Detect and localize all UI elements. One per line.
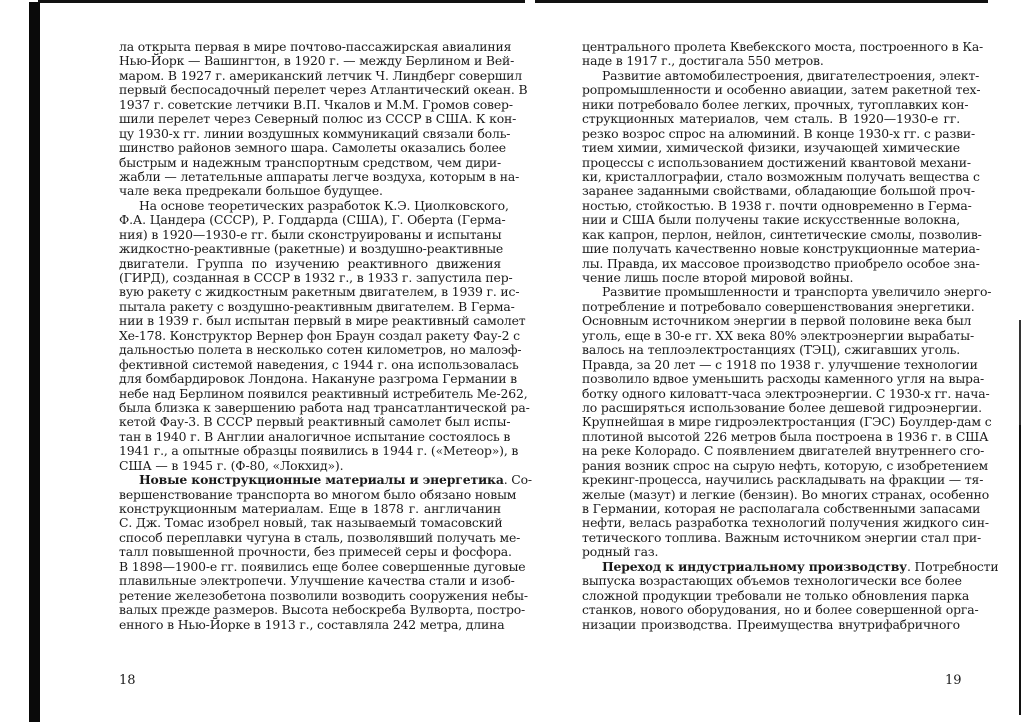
text-line: валых прежде размеров. Высота небоскреба Вулворта, постро-: [119, 602, 526, 618]
text-line: Нью-Йорк — Вашингтон, в 1920 г. — между Берлином и Вей-: [119, 53, 515, 69]
text-line: 1937 г. советские летчики В.П. Чкалов и М.М. Громов совер-: [119, 96, 513, 112]
text-line: позволило вдвое уменьшить расходы каменного угля на выра-: [582, 371, 985, 387]
text-line: (ГИРД), созданная в СССР в 1932 г., в 1933 г. запустила пер-: [119, 270, 513, 285]
text-line: енного в Нью-Йорке в 1913 г., составляла 242 метра, длина: [119, 616, 505, 632]
text-line: ропромышленности и особенно авиации, затем ракетной тех-: [582, 82, 981, 98]
text-line: выпуска возрастающих объемов технологически все более: [582, 573, 962, 589]
text-line: ло расширяться использование более дешевой гидроэнергии.: [582, 399, 982, 415]
right-page-text: [582, 39, 999, 632]
text-line: струкционных материалов, чем сталь. В 1920—1930-е гг.: [582, 111, 960, 127]
text-line: Крупнейшая в мире гидроэлектростанция (ГЭС) Боулдер-дам с: [582, 414, 992, 430]
text-line: дальностью полета в несколько сотен километров, но малоэф-: [119, 342, 522, 358]
text-line: шили перелет через Северный полюс из СССР в США. К кон-: [119, 111, 517, 127]
scan-border-gap: [525, 0, 535, 3]
text-line: двигатели. Группа по изучению реактивного движения: [119, 255, 501, 271]
text-line: родный газ.: [582, 544, 659, 560]
text-line: вершенствование транспорта во многом было обязано новым: [119, 486, 517, 502]
text-line: цу 1930-х гг. линии воздушных коммуникаций связали боль-: [119, 125, 511, 141]
text-line: талл повышенной прочности, без примесей серы и фосфора.: [119, 544, 512, 560]
text-line: Хе-178. Конструктор Вернер фон Браун создал ракету Фау-2 с: [119, 327, 520, 343]
text-line: была близка к завершению работа над трансатлантической ра-: [119, 399, 530, 415]
text-line: 1941 г., а опытные образцы появились в 1944 г. («Метеор»), в: [119, 443, 519, 459]
text-line: нефти, велась разработка технологий получения жидкого син-: [582, 515, 989, 531]
text-line: низации производства. Преимущества внутрифабричного: [582, 616, 960, 632]
text-line: фективной системой наведения, с 1944 г. она использовалась: [119, 356, 519, 372]
text-line: В 1898—1900-е гг. появились еще более совершенные дуговые: [119, 558, 526, 574]
text-line: тан в 1940 г. В Англии аналогичное испытание состоялось в: [119, 428, 511, 444]
text-line: процессы с использованием достижений квантовой механи-: [582, 154, 971, 170]
text-line: рания возник спрос на сырую нефть, которую, с изобретением: [582, 457, 989, 473]
section-heading-line: Переход к индустриальному производству. Потребности: [602, 558, 999, 574]
text-line: наде в 1917 г., достигала 550 метров.: [582, 53, 824, 69]
text-line: сложной продукции требовали не только обновления парка: [582, 587, 970, 603]
text-line: вую ракету с жидкостным ракетным двигателем, в 1939 г. ис-: [119, 284, 520, 300]
text-line: первый беспосадочный перелет через Атлантический океан. В: [119, 82, 528, 98]
text-line: Ф.А. Цандера (СССР), Р. Годдарда (США), Г. Оберта (Герма-: [119, 212, 506, 228]
section-heading-line: Новые конструкционные материалы и энергетика. Со-: [139, 472, 532, 488]
text-line: кетой Фау-3. В СССР первый реактивный самолет был испы-: [119, 414, 511, 430]
text-line: валось на теплоэлектростанциях (ТЭЦ), сжигавших уголь.: [582, 342, 960, 358]
text-line: нии в 1939 г. был испытан первый в мире реактивный самолет: [119, 313, 526, 329]
text-line: жидкостно-реактивные (ракетные) и воздушно-реактивные: [119, 241, 504, 257]
text-line: на реке Колорадо. С появлением двигателей внутреннего сго-: [582, 443, 985, 459]
left-page-text: [119, 39, 532, 632]
page-number-left: 18: [119, 673, 136, 688]
scan-border-right-dark: [1019, 425, 1021, 715]
text-line: конструкционным материалам. Еще в 1878 г. англичанин: [119, 501, 501, 516]
text-line: плотиной высотой 226 метров была построена в 1936 г. в США: [582, 428, 989, 444]
text-line: ботку одного киловатт-часа электроэнергии. С 1930-х гг. нача-: [582, 385, 990, 401]
text-line: как капрон, перлон, нейлон, синтетические смолы, позволив-: [582, 226, 982, 242]
text-line: ники потребовало более легких, прочных, тугоплавких кон-: [582, 96, 969, 112]
text-line: тетического топлива. Важным источником энергии стал при-: [582, 529, 982, 545]
text-line: ки, кристаллографии, стало возможным получать вещества с: [582, 168, 980, 184]
page-number-right: 19: [945, 673, 962, 688]
text-line: в Германии, которая не располагала собственными запасами: [582, 501, 981, 516]
text-line: ла открыта первая в мире почтово-пассажирская авиалиния: [119, 39, 512, 54]
text-line: тием химии, химической физики, изучающей химические: [582, 140, 960, 156]
text-line: США — в 1945 г. (Ф-80, «Локхид»).: [119, 457, 344, 473]
text-line: Правда, за 20 лет — с 1918 по 1938 г. улучшение технологии: [582, 356, 978, 372]
text-line: С. Дж. Томас изобрел новый, так называемый томасовский: [119, 515, 503, 531]
text-line: ретение железобетона позволили возводить сооружения небы-: [119, 587, 528, 603]
text-line: ния) в 1920—1930-е гг. были сконструированы и испытаны: [119, 226, 502, 242]
text-line: чале века предрекали большое будущее.: [119, 183, 383, 199]
text-line: резко возрос спрос на алюминий. В конце 1930-х гг. с разви-: [582, 125, 976, 141]
text-line: Развитие автомобилестроения, двигателестроения, элект-: [602, 67, 980, 83]
text-line: заранее заданными свойствами, обладающие большой проч-: [582, 183, 975, 199]
text-line: шинство районов земного шара. Самолеты оказались более: [119, 140, 506, 156]
text-line: маром. В 1927 г. американский летчик Ч. Линдберг совершил: [119, 67, 522, 83]
text-line: Развитие промышленности и транспорта увеличило энерго-: [602, 284, 992, 300]
text-line: центрального пролета Квебекского моста, построенного в Ка-: [582, 39, 984, 54]
text-line: желые (мазут) и легкие (бензин). Во многих странах, особенно: [582, 486, 990, 502]
text-line: Основным источником энергии в первой половине века был: [582, 313, 972, 329]
text-line: На основе теоретических разработок К.Э. Циолковского,: [139, 197, 509, 213]
section-heading: Переход к индустриальному производству: [602, 558, 907, 574]
text-line: шие получать качественно новые конструкционные материа-: [582, 241, 980, 257]
text-line: крекинг-процесса, научились раскладывать на фракции — тя-: [582, 472, 984, 488]
text-line: потребление и потребовало совершенствования энергетики.: [582, 298, 975, 314]
section-heading: Новые конструкционные материалы и энергетика: [139, 472, 504, 488]
scan-border-top: [38, 0, 988, 3]
text-line: чение лишь после второй мировой войны.: [582, 270, 854, 285]
scan-border-left: [29, 2, 40, 722]
text-line: небе над Берлином появился реактивный истребитель Ме-262,: [119, 385, 528, 401]
text-line: уголь, еще в 30-е гг. XX века 80% электроэнергии вырабаты-: [582, 327, 975, 343]
text-line: быстрым и надежным транспортным средством, чем дири-: [119, 154, 501, 170]
text-line: нии и США были получены такие искусственные волокна,: [582, 212, 960, 228]
text-line: для бомбардировок Лондона. Накануне разгрома Германии в: [119, 371, 517, 387]
text-line: пытала ракету с воздушно-реактивным двигателем. В Герма-: [119, 298, 515, 314]
text-line: жабли — летательные аппараты легче воздуха, которым в на-: [119, 168, 520, 184]
text-line: плавильные электропечи. Улучшение качества стали и изоб-: [119, 573, 515, 589]
text-line: ностью, стойкостью. В 1938 г. почти одновременно в Герма-: [582, 197, 972, 213]
text-line: лы. Правда, их массовое производство приобрело особое зна-: [582, 255, 980, 271]
text-line: станков, нового оборудования, но и более совершенной орга-: [582, 602, 979, 618]
text-line: способ переплавки чугуна в сталь, позволявший получать ме-: [119, 529, 521, 545]
